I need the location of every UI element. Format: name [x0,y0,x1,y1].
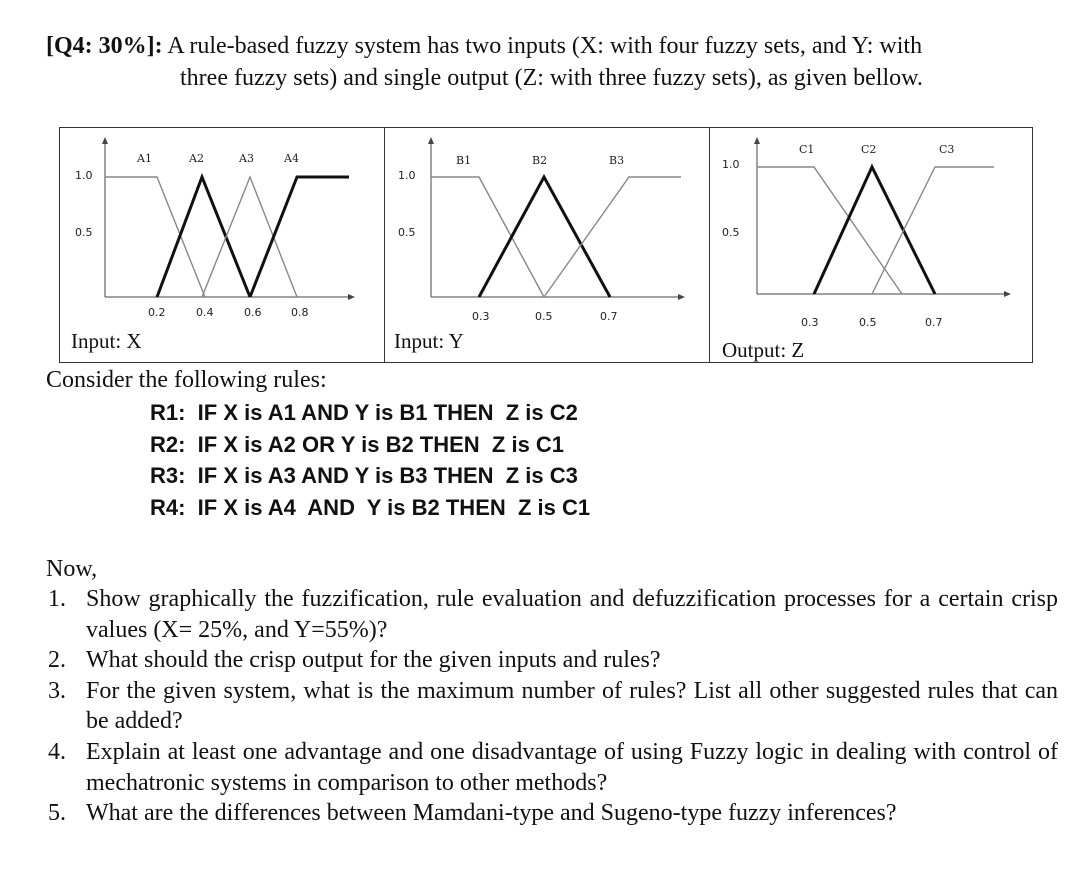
set-label-a4: A4 [284,152,299,165]
question-item [48,798,1058,829]
panel-y-y-arrow [428,137,434,144]
mf-b2 [479,177,610,297]
question-list [48,584,1058,829]
rule-r1: R1: IF X is A1 AND Y is B1 THEN Z is C2 [150,400,578,425]
question-text: Show graphically the fuzzification, rule evaluation and defuzzification processes for a certain crisp values (X= 25%, and Y=55%)? [86,586,1058,643]
question-line-1: A rule-based fuzzy system has two inputs (X: with four fuzzy sets, and Y: with [162,33,923,59]
panel-z [722,137,1011,329]
set-label-b3: B3 [609,154,625,167]
question-text: For the given system, what is the maximum number of rules? List all other suggested rules that can be added? [86,677,1058,735]
panel-z-x-arrow [1004,291,1011,297]
mf-a2 [157,177,250,297]
mf-c2 [814,167,935,294]
rule-r4: R4: IF X is A4 AND Y is B2 THEN Z is C1 [150,494,591,520]
panel-x-tick-08: 0.8 [291,306,309,319]
membership-functions-svg [59,127,1033,363]
set-label-c2: C2 [861,143,877,156]
panel-y-mu-tick-1: 1.0 [398,169,416,182]
panel-y [398,137,685,323]
panel-y-x-arrow [678,294,685,300]
panel-y-mu-tick-05: 0.5 [398,226,416,239]
question-text: What are the differences between Mamdani-type and Sugeno-type fuzzy inferences? [86,800,897,827]
set-label-b2: B2 [532,154,548,167]
question-header [46,30,1056,94]
panel-x-tick-02: 0.2 [148,306,166,319]
panel-x-mu-tick-1: 1.0 [75,169,93,182]
set-label-a1: A1 [137,152,152,165]
question-tag: [Q4: 30%]: [46,33,163,59]
panel-x [75,137,355,319]
panel-z-tick-05: 0.5 [859,316,877,329]
now-label: Now, [46,556,98,582]
panel-y-tick-07: 0.7 [600,310,618,323]
panel-x-mu-tick-05: 0.5 [75,226,93,239]
panel-y-tick-05: 0.5 [535,310,553,323]
rules-list [150,397,590,523]
set-label-b1: B1 [456,154,472,167]
panel-x-tick-06: 0.6 [244,306,262,319]
panel-label-z: Output: Z [722,338,805,362]
panel-z-tick-07: 0.7 [925,316,943,329]
panel-y-tick-03: 0.3 [472,310,490,323]
question-number: 1. [48,586,66,612]
mf-a1 [105,177,205,297]
set-label-c3: C3 [939,143,955,156]
mf-c3 [872,167,994,294]
set-label-c1: C1 [799,143,815,156]
mf-b3 [544,177,681,297]
question-item [48,584,1058,645]
question-text: What should the crisp output for the given inputs and rules? [86,647,661,674]
panel-z-mu-tick-05: 0.5 [722,226,740,239]
set-label-a2: A2 [189,152,204,165]
rules-intro: Consider the following rules: [46,367,327,393]
question-number: 2. [48,647,66,674]
question-number: 4. [48,738,66,765]
panel-z-mu-tick-1: 1.0 [722,158,740,171]
question-line-2: three fuzzy sets) and single output (Z: with three fuzzy sets), as given bellow. [180,65,923,91]
question-item [48,737,1058,798]
panel-label-y: Input: Y [394,329,464,353]
mf-a4 [250,177,349,297]
question-number: 5. [48,800,66,827]
panel-z-y-arrow [754,137,760,144]
panel-label-x: Input: X [71,329,142,353]
question-text: Explain at least one advantage and one disadvantage of using Fuzzy logic in dealing with control of mechatronic systems in comparison to other methods? [86,738,1058,796]
rule-r3: R3: IF X is A3 AND Y is B3 THEN Z is C3 [150,463,578,488]
question-item [48,676,1058,737]
mf-a3 [202,177,297,297]
question-item [48,645,1058,676]
set-label-a3: A3 [239,152,254,165]
question-number: 3. [48,677,66,704]
membership-functions-figure [59,127,1033,363]
rule-r2: R2: IF X is A2 OR Y is B2 THEN Z is C1 [150,431,565,457]
panel-x-x-arrow [348,294,355,300]
panel-z-tick-03: 0.3 [801,316,819,329]
panel-x-y-arrow [102,137,108,144]
panel-x-tick-04: 0.4 [196,306,214,319]
